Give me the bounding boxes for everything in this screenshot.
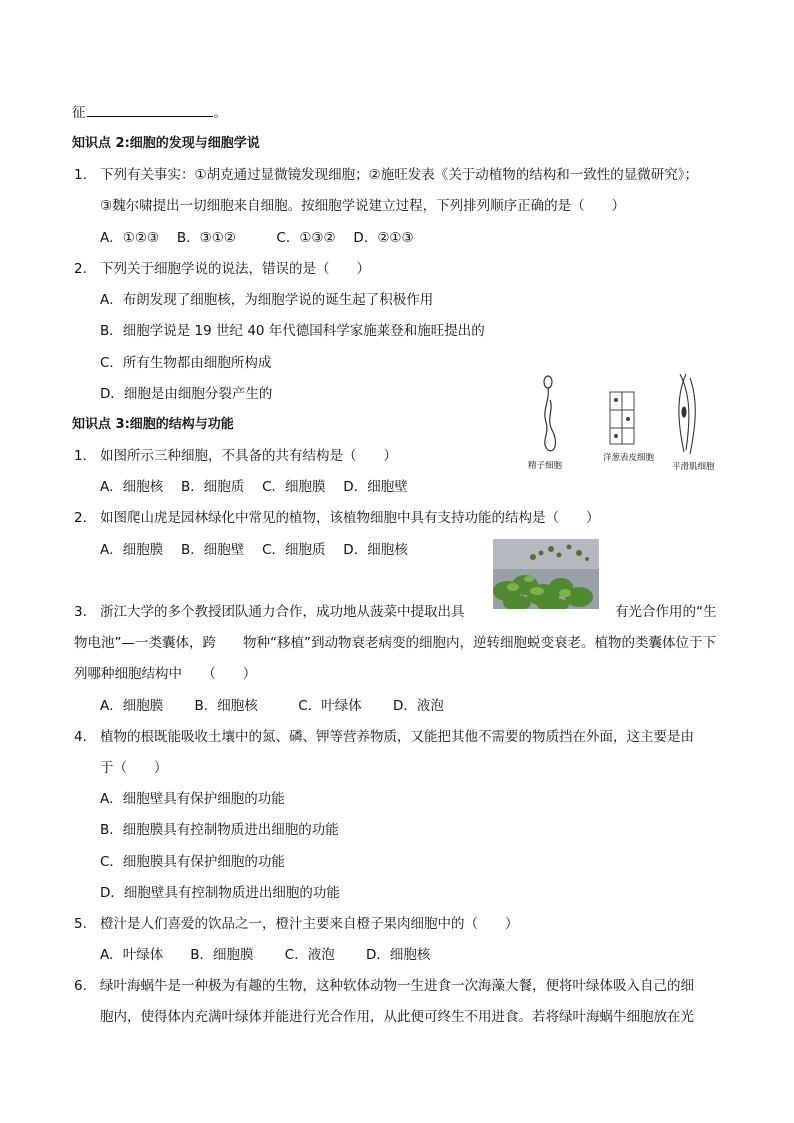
section-heading-2: 知识点 2:细胞的发现与细胞学说	[72, 136, 260, 151]
option-a: A．细胞壁具有保护细胞的功能	[100, 791, 285, 807]
caption-onion-cell: 洋葱表皮细胞	[603, 453, 655, 463]
question-text: 植物的根既能吸收土壤中的氮、磷、钾等营养物质，又能把其他不需要的物质挡在外面，这主要是由	[100, 729, 694, 745]
continuation-text: 征	[72, 105, 86, 121]
continuation-line	[72, 104, 227, 122]
question-number: 5.	[74, 916, 87, 932]
option-b: B．细胞学说是 19 世纪 40 年代德国科学家施莱登和施旺提出的	[100, 323, 485, 339]
question-text: 胞内，使得体内充满叶绿体并能进行光合作用，从此便可终生不用进食。若将绿叶海蜗牛细胞放在光	[100, 1009, 694, 1025]
option-c: C．所有生物都由细胞所构成	[100, 355, 272, 371]
answer-blank[interactable]	[87, 104, 213, 117]
question-text: 如图所示三种细胞，不具备的共有结构是（ ）	[100, 448, 397, 464]
answer-options: A．细胞膜 B．细胞核 C．叶绿体 D．液泡	[100, 698, 444, 714]
question-number: 3.	[74, 604, 87, 620]
question-text: ③魏尔啸提出一切细胞来自细胞。按细胞学说建立过程，下列排列顺序正确的是（ ）	[100, 198, 626, 214]
question-number: 4.	[74, 729, 87, 745]
question-text: 列哪种细胞结构中 （ ）	[74, 666, 257, 682]
answer-options: A．叶绿体 B．细胞膜 C．液泡 D．细胞核	[100, 947, 431, 963]
question-text: 浙江大学的多个教授团队通力合作，成功地从菠菜中提取出具	[100, 604, 465, 620]
answer-options: A．细胞膜 B．细胞壁 C．细胞质 D．细胞核	[100, 542, 408, 558]
smooth-muscle-cell-drawing	[679, 374, 695, 454]
question-text: 有光合作用的“生	[615, 604, 717, 620]
section-heading-3: 知识点 3:细胞的结构与功能	[72, 417, 234, 432]
question-number: 1.	[74, 167, 87, 183]
question-number: 6.	[74, 978, 87, 994]
option-d: D．细胞壁具有控制物质进出细胞的功能	[100, 885, 340, 901]
question-number: 2.	[74, 510, 87, 526]
continuation-end: 。	[213, 105, 227, 121]
onion-cell-drawing	[610, 392, 634, 444]
question-text: 如图爬山虎是园林绿化中常见的植物，该植物细胞中具有支持功能的结构是（ ）	[100, 510, 600, 526]
question-text: 下列关于细胞学说的说法，错误的是（ ）	[100, 261, 370, 277]
answer-options: A．细胞核 B．细胞质 C．细胞膜 D．细胞壁	[100, 479, 408, 495]
question-text: 于（ ）	[100, 760, 168, 776]
caption-muscle-cell: 平滑肌细胞	[672, 462, 715, 472]
question-number: 1.	[74, 448, 87, 464]
question-text: 物电池”—一类囊体，跨 物种“移植”到动物衰老病变的细胞内，逆转细胞蜕变衰老。植物的类囊体位于下	[74, 635, 716, 651]
question-number: 2.	[74, 261, 87, 277]
option-a: A．布朗发现了细胞核，为细胞学说的诞生起了积极作用	[100, 292, 434, 308]
option-d: D．细胞是由细胞分裂产生的	[100, 386, 273, 402]
ivy-photo	[493, 539, 599, 609]
question-text: 下列有关事实：①胡克通过显微镜发现细胞；②施旺发表《关于动植物的结构和一致性的显微研究》；	[100, 167, 698, 183]
caption-sperm-cell: 精子细胞	[528, 461, 563, 471]
option-b: B．细胞膜具有控制物质进出细胞的功能	[100, 822, 339, 838]
cells-figure	[528, 370, 728, 462]
question-text: 橙汁是人们喜爱的饮品之一，橙汁主要来自橙子果肉细胞中的（ ）	[100, 916, 519, 932]
answer-options: A．①②③ B．③①② C．①③② D．②①③	[100, 230, 414, 246]
sperm-cell-drawing	[544, 376, 555, 451]
question-text: 绿叶海蜗牛是一种极为有趣的生物，这种软体动物一生进食一次海藻大餐，便将叶绿体吸入自己的细	[100, 978, 694, 994]
option-c: C．细胞膜具有保护细胞的功能	[100, 854, 285, 870]
